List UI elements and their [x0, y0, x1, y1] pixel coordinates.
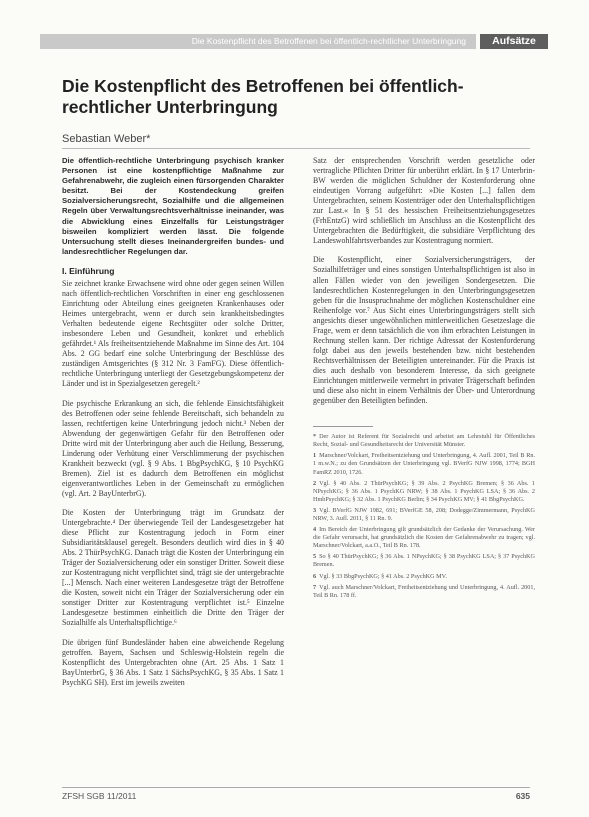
- footnote-text: Vgl. § 40 Abs. 2 ThürPsychKG; § 39 Abs. 2 PsychKG Bremen; § 36 Abs. 1 NPsychKG; § 36 Abs. 1 PsychKG NRW; § 38 Abs. 1 PsychKG LSA; § 36 Abs. 2 HmbPsychKG; § 32 Abs. 1 PsychKG Berlin; § 34 PsychKG MV; § 41 BbgPsychKG.: [313, 479, 535, 503]
- article-author: Sebastian Weber*: [62, 133, 151, 145]
- footnote-text: Im Bereich der Unterbringung gilt grundsätzlich der Gedanke der Verursachung. Wer die Gefahr verursacht, hat grundsätzlich die Kosten der Gefahrenabwehr zu tragen; vgl. Marschner/Volckart, a.a.O., Teil B Rn. 178.: [313, 526, 535, 550]
- footnote: [313, 480, 535, 504]
- section-heading: I. Einführung: [62, 265, 115, 276]
- paragraph: Die übrigen fünf Bundesländer haben eine abweichende Regelung getroffen. Bayern, Sachsen und Schleswig-Holstein regeln die Kostenpflicht des Untergebrachten ohne (Art. 25 Abs. 1 Satz 1 BayUnterbrG, § 36 Abs. 1 Satz 1 SächsPsychKG, § 35 Abs. 1 Satz 1 PsychKG SH). Erst im jeweils zweiten: [62, 637, 284, 687]
- paragraph: Satz der entsprechenden Vorschrift werden gesetzliche oder vertragliche Pflichten Dritter für unberührt erklärt. In § 17 Unterbrin-BW werden die möglichen Schuldner der Kostenforderung ohne eindeutigen Vorrang aufgeführt: »Die Kosten [...] fallen dem Untergebrachten, seinem Kostenträger oder den Unterhaltspflichtigen zur Last.« In § 51 des hessischen Freiheitsentziehungsgesetzes (FrhEntzG) wird schließlich im Anschluss an die Kostenpflicht des Untergebrachten die Bedürftigkeit, die subsidiäre Verpflichtung des Landeswohlfahrtsverbandes zur Kostentragung normiert.: [313, 156, 535, 246]
- running-header: [0, 34, 589, 50]
- footnote-number: 2: [313, 479, 317, 487]
- footnote-number: 5: [313, 553, 317, 561]
- page-number: 635: [515, 791, 530, 801]
- footnote-divider: [313, 426, 373, 427]
- footnote-text: Vgl. auch Marschner/Volckart, Freiheitsentziehung und Unterbringung, 4. Aufl. 2001, Teil B Rn. 178 ff.: [313, 583, 535, 599]
- page-footer: [62, 787, 530, 802]
- journal-info: ZFSH SGB 11/2011: [62, 791, 137, 801]
- footnote-text: Marschner/Volckart, Freiheitsentziehung und Unterbringung, 4. Aufl. 2001, Teil B Rn. 1 m.w.N.; zu den Grundsätzen der Unterbringung vgl. BVerfG NJW 1998, 1774; BGH FamRZ 2010, 1726.: [313, 452, 535, 476]
- footnote-text: Vgl. § 33 BbgPsychKG; § 41 Abs. 2 PsychKG MV.: [319, 572, 447, 580]
- footnote: [313, 584, 535, 600]
- left-column: [62, 156, 284, 688]
- right-column: [313, 156, 535, 603]
- footnote-text: Der Autor ist Referent für Sozialrecht und arbeitet am Lehrstuhl für Öffentliches Recht, Sozial- und Gesundheitsrecht der Universität Münster.: [313, 433, 535, 449]
- paragraph: Die Kostenpflicht, einer Sozialversicherungsträgers, der Sozialhilfeträger und eines sonstigen Unterhaltspflichtigen ist also in allen Fällen wieder von den jeweiligen Sondergesetzen. Die landesrechtlichen Kostenregelungen in den Unterbringungsgesetzen geben für die Insuspruchnahme der möglichen Kostenschuldner eine Reihenfolge vor.⁷ Aus Sicht eines Unterbringungsträgers stellt sich angesichts dieser ungewöhnlichen mittlerweitlichen Gesetzeslage die Frage, wem er denn tatsächlich die von ihm erbrachten Leistungen in Rechnung stellen kann. Der richtige Adressat der Kostenforderung folgt dabei aus den jeweils bestehenden bzw. nicht bestehenden Rechtsverhältnissen der Beteiligten untereinander. Für die Praxis ist dies auch deshalb von besonderem Interesse, da sich geeignete Einrichtungen mittlerweile vermehrt in privater Trägerschaft befinden und diese also nicht in einem Verhältnis der Über- und Unterordnung gegenüber den Beteiligten befinden.: [313, 255, 535, 406]
- footnote: [313, 452, 535, 476]
- footnote: [313, 573, 535, 581]
- footnote: [313, 526, 535, 550]
- section-tag: Aufsätze: [480, 34, 548, 49]
- paragraph: Sie zeichnet kranke Erwachsene wird ohne oder gegen seinen Willen nach öffentlich-rechtlichen Vorschriften in einer eng geschlossenen Einrichtung oder Abteilung eines geeigneten Krankenhauses oder Heimes untergebracht, wenn er durch sein krankheitsbedingtes Verhalten bedeutende eigene Rechtsgüter oder solche Dritter, insbesondere Leben und Gesundheit, konkret und erheblich gefährdet.¹ Als freiheitsentziehende Maßnahme im Sinne des Art. 104 Abs. 2 GG bedarf eine solche Unterbringung der Beschlüsse des zuständigen Amtsgerichtes (§ 312 Nr. 3 FamFG). Diese öffentlich-rechtliche Unterbringung unterliegt der Gesetzgebungskompetenz der Länder und ist in Spezialgesetzen geregelt.²: [62, 278, 284, 389]
- footnote: [313, 433, 535, 449]
- footnote-number: 6: [313, 572, 317, 580]
- footnote-number: 4: [313, 526, 317, 534]
- footnote: [313, 553, 535, 569]
- article-title: Die Kostenpflicht des Betroffenen bei öffentlich-rechtlicher Unterbringung: [62, 76, 464, 117]
- paragraph: Die psychische Erkrankung an sich, die fehlende Einsichtsfähigkeit des Betroffenen oder seine fehlende Bereitschaft, sich behandeln zu lassen, rechtfertigen keine Unterbringung jedoch nicht.³ Neben der Abwendung der gegenwärtigen Gefahr für den Betroffenen oder Dritte wird mit der Unterbringung aber auch die Heilung, Besserung, Linderung oder Verhütung einer Verschlimmerung der psychischen Krankheit bezweckt (vgl. § 9 Abs. 1 BbgPsychKG, § 10 PsychKG Bremen). Ziel ist es dadurch dem Betroffenen ein möglichst eigenverantwortliches Leben in der Gemeinschaft zu ermöglichen (vgl. Art. 2 BayUnterbrG).: [62, 398, 284, 498]
- footnote-text: So § 40 ThürPsychKG; § 36 Abs. 1 NPsychKG; § 38 PsychKG LSA; § 37 PsychKG Bremen.: [313, 553, 535, 569]
- running-title: Die Kostenpflicht des Betroffenen bei öffentlich-rechtlicher Unterbringung: [40, 34, 476, 49]
- title-divider: [62, 148, 530, 149]
- footnote: [313, 507, 535, 523]
- abstract: Die öffentlich-rechtliche Unterbringung psychisch kranker Personen ist eine kostenpflichtige Maßnahme zur Gefahrenabwehr, die zugleich einen fürsorgenden Charakter besitzt. Bei der Kostendeckung greifen Sozialversicherungsrecht, Sozialhilfe und die allgemeinen Regeln über Verwaltungsrechtsverhältnisse ineinander, was die Abwicklung eines Einzelfalls für Leistungsträger bisweilen kompliziert werden lässt. Die folgende Untersuchung stellt dieses Ineinandergreifen bundes- und landesrechtlicher Regelungen dar.: [62, 156, 284, 256]
- footnote-number: 3: [313, 506, 317, 514]
- footnote-text: Vgl. BVerfG NJW 1982, 691; BVerfGE 58, 208; Dodegge/Zimmermann, PsychKG NRW, 3. Aufl. 2011, § 11 Rn. 9.: [313, 506, 535, 522]
- footnote-number: 1: [313, 452, 317, 460]
- footnote-number: *: [313, 433, 317, 441]
- paragraph: Die Kosten der Unterbringung trägt im Grundsatz der Untergebrachte.⁴ Der überwiegende Teil der Landesgesetzgeber hat diese Pflicht zur Kostentragung jedoch in Form einer Subsidiaritätsklausel geregelt. Besonders deutlich wird dies in § 40 Abs. 2 ThürPsychKG. Danach trägt die Kosten der Unterbringung ein Träger der Sozialversicherung oder ein sonstiger Dritter. Soweit diese zur Kostentragung nicht verpflichtet sind, trägt sie der untergebrachte [...] Mensch. Nach einer weiteren Landesgesetze trägt der Betroffene die Kosten, soweit nicht ein Träger der Sozialversicherung oder ein sonstiger Dritter zur Kostentragung verpflichtet ist.⁵ Einzelne Landesgesetze bestimmen einheitlich die Dritte den Träger der Sozialhilfe als Unterhaltspflichtige.⁶: [62, 507, 284, 628]
- footnote-number: 7: [313, 583, 317, 591]
